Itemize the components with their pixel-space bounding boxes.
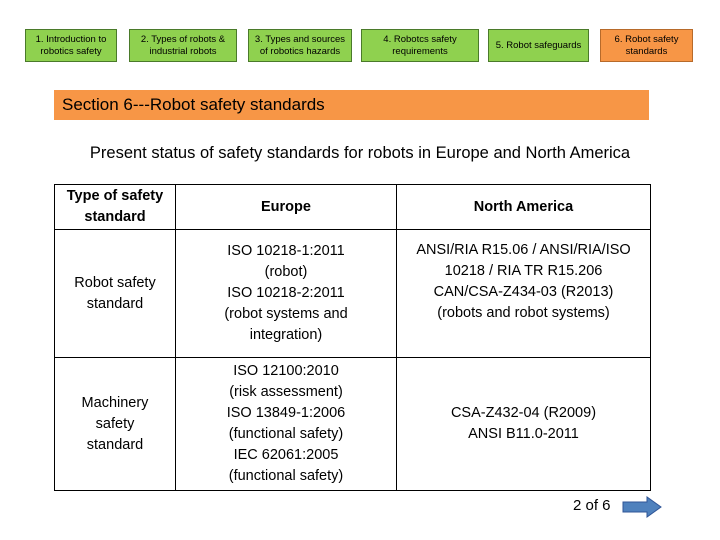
nav-tab-requirements[interactable] — [361, 29, 479, 62]
nav-tab-standards[interactable] — [600, 29, 693, 62]
cell-europe: ISO 12100:2010 (risk assessment) ISO 13849-1:2006 (functional safety) IEC 62061:2005 (functional safety) — [176, 358, 397, 491]
nav-tab-types-of-robots[interactable] — [129, 29, 237, 62]
nav-tab-safeguards[interactable] — [488, 29, 589, 62]
nav-tab-label: 6. Robot safety standards — [614, 33, 679, 57]
table-row — [55, 230, 651, 358]
cell-europe: ISO 10218-1:2011 (robot) ISO 10218-2:2011 (robot systems and integration) — [176, 230, 397, 358]
cell-north-america: CSA-Z432-04 (R2009) ANSI B11.0-2011 — [397, 358, 651, 491]
next-slide-button[interactable] — [622, 496, 662, 518]
section-title: Section 6---Robot safety standards — [54, 90, 649, 120]
cell-type: Machinery safety standard — [55, 358, 176, 491]
nav-tab-label: 1. Introduction to robotics safety — [35, 33, 107, 57]
table-row — [55, 358, 651, 491]
header-type: Type of safety standard — [55, 185, 176, 230]
cell-north-america: ANSI/RIA R15.06 / ANSI/RIA/ISO 10218 / RIA TR R15.206 CAN/CSA-Z434-03 (R2013) (robots and robot systems) — [397, 230, 651, 358]
nav-tab-label: 5. Robot safeguards — [495, 39, 582, 51]
right-arrow-icon — [622, 496, 662, 518]
nav-tab-hazards[interactable] — [248, 29, 352, 62]
standards-table — [54, 184, 651, 491]
page-subtitle: Present status of safety standards for robots in Europe and North America — [89, 144, 631, 162]
nav-tab-label: 4. Robotcs safety requirements — [383, 33, 457, 57]
nav-tab-label: 3. Types and sources of robotics hazards — [254, 33, 346, 57]
header-north-america: North America — [397, 185, 651, 230]
nav-tab-label: 2. Types of robots & industrial robots — [140, 33, 226, 57]
header-europe: Europe — [176, 185, 397, 230]
nav-tab-introduction[interactable] — [25, 29, 117, 62]
cell-type: Robot safety standard — [55, 230, 176, 358]
table-header-row — [55, 185, 651, 230]
page-number: 2 of 6 — [573, 497, 611, 514]
